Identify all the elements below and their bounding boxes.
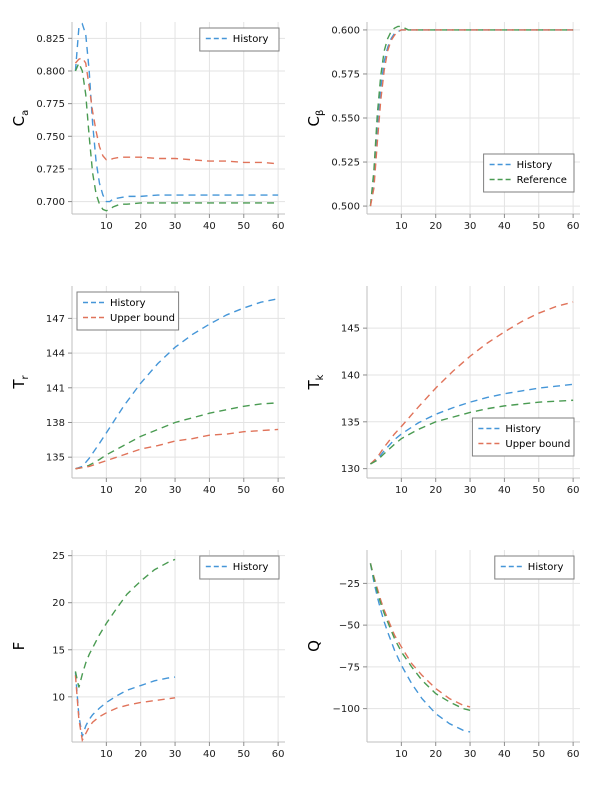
y-axis-label: $C_\beta$ xyxy=(305,109,326,127)
x-tick-label: 60 xyxy=(271,749,285,760)
y-tick-label: 10 xyxy=(52,692,65,704)
y-tick-label: 20 xyxy=(52,598,65,610)
panel-ca xyxy=(10,8,295,240)
panel-tr xyxy=(10,272,295,504)
x-tick-label: 50 xyxy=(237,485,251,496)
y-tick-label: 0.500 xyxy=(331,201,360,213)
y-tick-label: 0.525 xyxy=(331,157,360,169)
series-line xyxy=(370,563,470,707)
x-tick-label: 10 xyxy=(394,221,408,232)
y-tick-label: 0.700 xyxy=(36,197,65,209)
legend xyxy=(495,556,574,579)
legend-label: Reference xyxy=(516,175,567,186)
x-tick-label: 50 xyxy=(532,749,546,760)
series-line xyxy=(75,675,175,740)
y-tick-label: 0.725 xyxy=(36,164,65,176)
x-tick-label: 20 xyxy=(134,221,148,232)
panel-f xyxy=(10,536,295,768)
x-tick-label: 40 xyxy=(203,221,216,232)
x-tick-label: 60 xyxy=(566,221,580,232)
legend xyxy=(484,154,574,192)
y-tick-label: 0.825 xyxy=(36,33,65,45)
x-tick-label: 20 xyxy=(134,485,148,496)
y-axis-label: $C_a$ xyxy=(10,109,31,127)
series-line xyxy=(75,403,278,469)
x-tick-label: 30 xyxy=(168,221,182,232)
legend-label: History xyxy=(110,298,146,309)
legend-label: History xyxy=(527,562,564,573)
series-line xyxy=(370,563,470,710)
x-tick-label: 50 xyxy=(237,749,251,760)
panel-tk xyxy=(305,272,590,504)
x-tick-label: 30 xyxy=(463,221,477,232)
y-axis-label: $T_r$ xyxy=(10,375,31,389)
series-line xyxy=(75,63,278,211)
x-tick-label: 10 xyxy=(99,749,113,760)
y-axis-label: F xyxy=(10,641,28,651)
y-tick-label: 135 xyxy=(45,452,65,464)
x-tick-label: 10 xyxy=(394,749,408,760)
y-tick-label: −75 xyxy=(338,662,360,674)
x-tick-label: 50 xyxy=(532,485,546,496)
legend-label: History xyxy=(505,424,541,435)
y-tick-label: −50 xyxy=(338,620,360,632)
legend xyxy=(200,556,279,579)
x-tick-label: 30 xyxy=(463,749,477,760)
legend xyxy=(472,418,574,456)
x-tick-label: 20 xyxy=(429,749,443,760)
panel-cbeta xyxy=(305,8,590,240)
series-line xyxy=(75,429,278,468)
y-tick-label: 138 xyxy=(45,417,65,429)
y-tick-label: 135 xyxy=(340,417,360,429)
y-axis-label: $T_k$ xyxy=(305,374,326,390)
x-tick-label: 60 xyxy=(566,485,580,496)
y-tick-label: 0.750 xyxy=(36,131,65,143)
y-tick-label: −100 xyxy=(332,704,360,716)
legend xyxy=(200,28,279,51)
legend-label: History xyxy=(516,160,553,171)
y-tick-label: 25 xyxy=(52,551,65,563)
y-tick-label: 145 xyxy=(340,323,360,335)
legend-label: History xyxy=(232,34,269,45)
legend-label: History xyxy=(232,562,269,573)
x-tick-label: 10 xyxy=(394,485,408,496)
y-tick-label: 141 xyxy=(45,383,65,395)
x-tick-label: 60 xyxy=(271,485,285,496)
y-tick-label: −25 xyxy=(338,578,360,590)
x-tick-label: 60 xyxy=(566,749,580,760)
series-line xyxy=(370,563,470,732)
y-tick-label: 144 xyxy=(45,348,65,360)
x-tick-label: 10 xyxy=(99,221,113,232)
series-line xyxy=(75,559,175,687)
series-line xyxy=(75,58,278,164)
x-tick-label: 40 xyxy=(498,485,511,496)
y-tick-label: 0.600 xyxy=(331,25,360,37)
x-tick-label: 30 xyxy=(463,485,477,496)
y-tick-label: 130 xyxy=(340,464,360,476)
legend xyxy=(77,292,179,330)
x-tick-label: 40 xyxy=(203,485,216,496)
x-tick-label: 40 xyxy=(203,749,216,760)
x-tick-label: 60 xyxy=(271,221,285,232)
y-tick-label: 0.775 xyxy=(36,99,65,111)
x-tick-label: 30 xyxy=(168,749,182,760)
x-tick-label: 20 xyxy=(429,485,443,496)
x-tick-label: 50 xyxy=(237,221,251,232)
x-tick-label: 10 xyxy=(99,485,113,496)
series-line xyxy=(75,672,175,736)
y-tick-label: 147 xyxy=(45,313,65,325)
y-tick-label: 140 xyxy=(340,370,360,382)
y-tick-label: 0.575 xyxy=(331,69,360,81)
x-tick-label: 20 xyxy=(429,221,443,232)
y-tick-label: 15 xyxy=(52,645,65,657)
legend-label: Upper bound xyxy=(110,313,175,324)
x-tick-label: 50 xyxy=(532,221,546,232)
x-tick-label: 20 xyxy=(134,749,148,760)
x-tick-label: 40 xyxy=(498,221,511,232)
panel-q xyxy=(305,536,590,768)
y-axis-label: Q xyxy=(305,640,323,652)
legend-label: Upper bound xyxy=(505,439,571,450)
x-tick-label: 30 xyxy=(168,485,182,496)
x-tick-label: 40 xyxy=(498,749,511,760)
y-tick-label: 0.800 xyxy=(36,66,65,78)
y-tick-label: 0.550 xyxy=(331,113,360,125)
